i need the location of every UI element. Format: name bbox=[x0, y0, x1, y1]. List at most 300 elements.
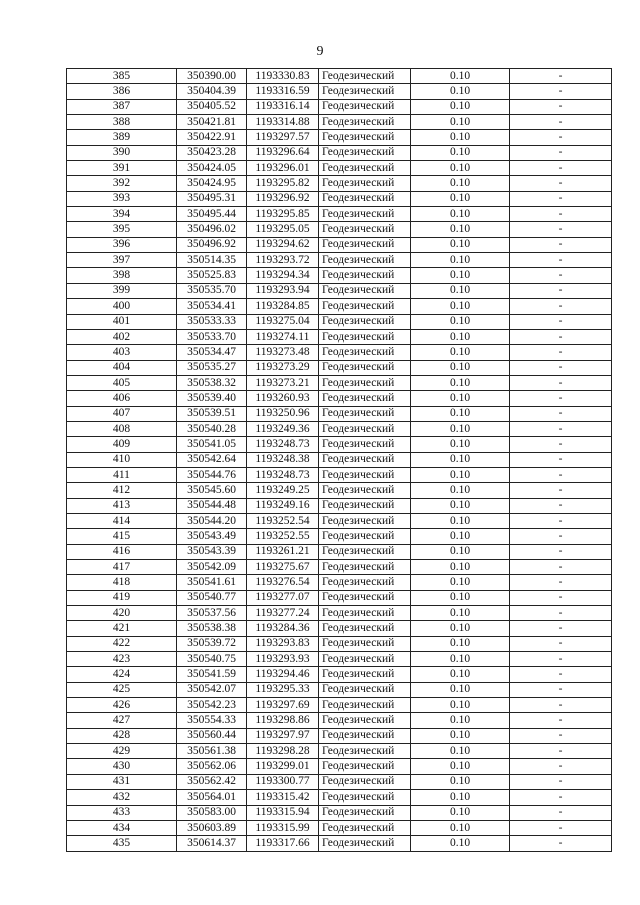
point-number-cell: 386 bbox=[67, 84, 177, 99]
table-row bbox=[67, 790, 612, 805]
note-cell: - bbox=[510, 483, 612, 498]
x-coordinate-cell: 350421.81 bbox=[177, 115, 247, 130]
note-cell: - bbox=[510, 513, 612, 528]
x-coordinate-cell: 350390.00 bbox=[177, 69, 247, 84]
point-number-cell: 430 bbox=[67, 759, 177, 774]
y-coordinate-cell: 1193295.05 bbox=[247, 222, 319, 237]
method-cell: Геодезический bbox=[319, 621, 411, 636]
point-number-cell: 398 bbox=[67, 268, 177, 283]
accuracy-cell: 0.10 bbox=[411, 145, 510, 160]
table-row bbox=[67, 130, 612, 145]
accuracy-cell: 0.10 bbox=[411, 452, 510, 467]
accuracy-cell: 0.10 bbox=[411, 176, 510, 191]
method-cell: Геодезический bbox=[319, 560, 411, 575]
x-coordinate-cell: 350539.72 bbox=[177, 636, 247, 651]
page-number: 9 bbox=[316, 44, 324, 59]
method-cell: Геодезический bbox=[319, 391, 411, 406]
method-cell: Геодезический bbox=[319, 161, 411, 176]
method-cell: Геодезический bbox=[319, 222, 411, 237]
y-coordinate-cell: 1193273.48 bbox=[247, 345, 319, 360]
x-coordinate-cell: 350514.35 bbox=[177, 253, 247, 268]
table-row bbox=[67, 437, 612, 452]
y-coordinate-cell: 1193248.38 bbox=[247, 452, 319, 467]
accuracy-cell: 0.10 bbox=[411, 191, 510, 206]
x-coordinate-cell: 350495.31 bbox=[177, 191, 247, 206]
note-cell: - bbox=[510, 606, 612, 621]
note-cell: - bbox=[510, 820, 612, 835]
method-cell: Геодезический bbox=[319, 406, 411, 421]
x-coordinate-cell: 350525.83 bbox=[177, 268, 247, 283]
table-row bbox=[67, 667, 612, 682]
accuracy-cell: 0.10 bbox=[411, 774, 510, 789]
table-row bbox=[67, 513, 612, 528]
method-cell: Геодезический bbox=[319, 69, 411, 84]
table-row bbox=[67, 314, 612, 329]
point-number-cell: 394 bbox=[67, 207, 177, 222]
y-coordinate-cell: 1193330.83 bbox=[247, 69, 319, 84]
y-coordinate-cell: 1193316.59 bbox=[247, 84, 319, 99]
point-number-cell: 407 bbox=[67, 406, 177, 421]
accuracy-cell: 0.10 bbox=[411, 759, 510, 774]
accuracy-cell: 0.10 bbox=[411, 575, 510, 590]
accuracy-cell: 0.10 bbox=[411, 467, 510, 482]
note-cell: - bbox=[510, 283, 612, 298]
point-number-cell: 424 bbox=[67, 667, 177, 682]
method-cell: Геодезический bbox=[319, 421, 411, 436]
note-cell: - bbox=[510, 268, 612, 283]
accuracy-cell: 0.10 bbox=[411, 667, 510, 682]
point-number-cell: 427 bbox=[67, 713, 177, 728]
table-row bbox=[67, 713, 612, 728]
method-cell: Геодезический bbox=[319, 713, 411, 728]
x-coordinate-cell: 350424.95 bbox=[177, 176, 247, 191]
note-cell: - bbox=[510, 529, 612, 544]
y-coordinate-cell: 1193314.88 bbox=[247, 115, 319, 130]
y-coordinate-cell: 1193317.66 bbox=[247, 836, 319, 851]
accuracy-cell: 0.10 bbox=[411, 375, 510, 390]
point-number-cell: 393 bbox=[67, 191, 177, 206]
table-row bbox=[67, 682, 612, 697]
method-cell: Геодезический bbox=[319, 728, 411, 743]
method-cell: Геодезический bbox=[319, 329, 411, 344]
accuracy-cell: 0.10 bbox=[411, 513, 510, 528]
point-number-cell: 426 bbox=[67, 698, 177, 713]
note-cell: - bbox=[510, 590, 612, 605]
accuracy-cell: 0.10 bbox=[411, 130, 510, 145]
accuracy-cell: 0.10 bbox=[411, 713, 510, 728]
point-number-cell: 416 bbox=[67, 544, 177, 559]
table-row bbox=[67, 728, 612, 743]
method-cell: Геодезический bbox=[319, 774, 411, 789]
y-coordinate-cell: 1193249.36 bbox=[247, 421, 319, 436]
method-cell: Геодезический bbox=[319, 345, 411, 360]
note-cell: - bbox=[510, 421, 612, 436]
note-cell: - bbox=[510, 299, 612, 314]
point-number-cell: 397 bbox=[67, 253, 177, 268]
accuracy-cell: 0.10 bbox=[411, 498, 510, 513]
x-coordinate-cell: 350554.33 bbox=[177, 713, 247, 728]
table-row bbox=[67, 99, 612, 114]
accuracy-cell: 0.10 bbox=[411, 360, 510, 375]
point-number-cell: 392 bbox=[67, 176, 177, 191]
x-coordinate-cell: 350404.39 bbox=[177, 84, 247, 99]
y-coordinate-cell: 1193275.04 bbox=[247, 314, 319, 329]
note-cell: - bbox=[510, 176, 612, 191]
method-cell: Геодезический bbox=[319, 652, 411, 667]
method-cell: Геодезический bbox=[319, 590, 411, 605]
table-row bbox=[67, 652, 612, 667]
table-row bbox=[67, 774, 612, 789]
point-number-cell: 403 bbox=[67, 345, 177, 360]
accuracy-cell: 0.10 bbox=[411, 790, 510, 805]
point-number-cell: 395 bbox=[67, 222, 177, 237]
accuracy-cell: 0.10 bbox=[411, 437, 510, 452]
y-coordinate-cell: 1193297.57 bbox=[247, 130, 319, 145]
x-coordinate-cell: 350542.64 bbox=[177, 452, 247, 467]
y-coordinate-cell: 1193299.01 bbox=[247, 759, 319, 774]
method-cell: Геодезический bbox=[319, 483, 411, 498]
accuracy-cell: 0.10 bbox=[411, 391, 510, 406]
accuracy-cell: 0.10 bbox=[411, 329, 510, 344]
method-cell: Геодезический bbox=[319, 513, 411, 528]
x-coordinate-cell: 350496.92 bbox=[177, 237, 247, 252]
accuracy-cell: 0.10 bbox=[411, 421, 510, 436]
table-row bbox=[67, 299, 612, 314]
accuracy-cell: 0.10 bbox=[411, 406, 510, 421]
note-cell: - bbox=[510, 130, 612, 145]
table-row bbox=[67, 820, 612, 835]
accuracy-cell: 0.10 bbox=[411, 345, 510, 360]
note-cell: - bbox=[510, 437, 612, 452]
y-coordinate-cell: 1193293.93 bbox=[247, 652, 319, 667]
point-number-cell: 391 bbox=[67, 161, 177, 176]
accuracy-cell: 0.10 bbox=[411, 652, 510, 667]
method-cell: Геодезический bbox=[319, 636, 411, 651]
method-cell: Геодезический bbox=[319, 84, 411, 99]
method-cell: Геодезический bbox=[319, 744, 411, 759]
point-number-cell: 419 bbox=[67, 590, 177, 605]
y-coordinate-cell: 1193252.55 bbox=[247, 529, 319, 544]
note-cell: - bbox=[510, 652, 612, 667]
x-coordinate-cell: 350541.59 bbox=[177, 667, 247, 682]
table-row bbox=[67, 191, 612, 206]
method-cell: Геодезический bbox=[319, 667, 411, 682]
point-number-cell: 432 bbox=[67, 790, 177, 805]
point-number-cell: 435 bbox=[67, 836, 177, 851]
note-cell: - bbox=[510, 191, 612, 206]
table-row bbox=[67, 529, 612, 544]
y-coordinate-cell: 1193293.94 bbox=[247, 283, 319, 298]
y-coordinate-cell: 1193249.16 bbox=[247, 498, 319, 513]
point-number-cell: 385 bbox=[67, 69, 177, 84]
point-number-cell: 434 bbox=[67, 820, 177, 835]
method-cell: Геодезический bbox=[319, 115, 411, 130]
x-coordinate-cell: 350534.47 bbox=[177, 345, 247, 360]
table-row bbox=[67, 467, 612, 482]
y-coordinate-cell: 1193315.42 bbox=[247, 790, 319, 805]
point-number-cell: 422 bbox=[67, 636, 177, 651]
note-cell: - bbox=[510, 805, 612, 820]
table-row bbox=[67, 406, 612, 421]
point-number-cell: 401 bbox=[67, 314, 177, 329]
y-coordinate-cell: 1193315.99 bbox=[247, 820, 319, 835]
table-row bbox=[67, 575, 612, 590]
y-coordinate-cell: 1193284.36 bbox=[247, 621, 319, 636]
x-coordinate-cell: 350545.60 bbox=[177, 483, 247, 498]
accuracy-cell: 0.10 bbox=[411, 253, 510, 268]
method-cell: Геодезический bbox=[319, 99, 411, 114]
x-coordinate-cell: 350561.38 bbox=[177, 744, 247, 759]
method-cell: Геодезический bbox=[319, 759, 411, 774]
point-number-cell: 414 bbox=[67, 513, 177, 528]
x-coordinate-cell: 350542.09 bbox=[177, 560, 247, 575]
table-row bbox=[67, 621, 612, 636]
note-cell: - bbox=[510, 560, 612, 575]
point-number-cell: 433 bbox=[67, 805, 177, 820]
x-coordinate-cell: 350540.77 bbox=[177, 590, 247, 605]
accuracy-cell: 0.10 bbox=[411, 283, 510, 298]
method-cell: Геодезический bbox=[319, 360, 411, 375]
accuracy-cell: 0.10 bbox=[411, 529, 510, 544]
table-row bbox=[67, 222, 612, 237]
x-coordinate-cell: 350542.23 bbox=[177, 698, 247, 713]
table-row bbox=[67, 176, 612, 191]
y-coordinate-cell: 1193296.01 bbox=[247, 161, 319, 176]
note-cell: - bbox=[510, 667, 612, 682]
accuracy-cell: 0.10 bbox=[411, 698, 510, 713]
table-row bbox=[67, 145, 612, 160]
y-coordinate-cell: 1193277.24 bbox=[247, 606, 319, 621]
y-coordinate-cell: 1193296.92 bbox=[247, 191, 319, 206]
accuracy-cell: 0.10 bbox=[411, 268, 510, 283]
method-cell: Геодезический bbox=[319, 790, 411, 805]
y-coordinate-cell: 1193294.34 bbox=[247, 268, 319, 283]
x-coordinate-cell: 350538.32 bbox=[177, 375, 247, 390]
table-row bbox=[67, 207, 612, 222]
point-number-cell: 428 bbox=[67, 728, 177, 743]
x-coordinate-cell: 350539.51 bbox=[177, 406, 247, 421]
accuracy-cell: 0.10 bbox=[411, 237, 510, 252]
y-coordinate-cell: 1193297.69 bbox=[247, 698, 319, 713]
note-cell: - bbox=[510, 467, 612, 482]
method-cell: Геодезический bbox=[319, 375, 411, 390]
note-cell: - bbox=[510, 621, 612, 636]
x-coordinate-cell: 350562.06 bbox=[177, 759, 247, 774]
point-number-cell: 429 bbox=[67, 744, 177, 759]
note-cell: - bbox=[510, 391, 612, 406]
table-row bbox=[67, 69, 612, 84]
method-cell: Геодезический bbox=[319, 283, 411, 298]
method-cell: Геодезический bbox=[319, 452, 411, 467]
x-coordinate-cell: 350422.91 bbox=[177, 130, 247, 145]
point-number-cell: 418 bbox=[67, 575, 177, 590]
y-coordinate-cell: 1193294.62 bbox=[247, 237, 319, 252]
point-number-cell: 390 bbox=[67, 145, 177, 160]
accuracy-cell: 0.10 bbox=[411, 69, 510, 84]
note-cell: - bbox=[510, 713, 612, 728]
x-coordinate-cell: 350538.38 bbox=[177, 621, 247, 636]
method-cell: Геодезический bbox=[319, 498, 411, 513]
note-cell: - bbox=[510, 360, 612, 375]
note-cell: - bbox=[510, 99, 612, 114]
note-cell: - bbox=[510, 237, 612, 252]
point-number-cell: 420 bbox=[67, 606, 177, 621]
table-row bbox=[67, 237, 612, 252]
table-row bbox=[67, 253, 612, 268]
point-number-cell: 431 bbox=[67, 774, 177, 789]
x-coordinate-cell: 350539.40 bbox=[177, 391, 247, 406]
y-coordinate-cell: 1193276.54 bbox=[247, 575, 319, 590]
x-coordinate-cell: 350614.37 bbox=[177, 836, 247, 851]
y-coordinate-cell: 1193297.97 bbox=[247, 728, 319, 743]
note-cell: - bbox=[510, 759, 612, 774]
note-cell: - bbox=[510, 84, 612, 99]
x-coordinate-cell: 350564.01 bbox=[177, 790, 247, 805]
x-coordinate-cell: 350543.49 bbox=[177, 529, 247, 544]
accuracy-cell: 0.10 bbox=[411, 560, 510, 575]
method-cell: Геодезический bbox=[319, 145, 411, 160]
accuracy-cell: 0.10 bbox=[411, 483, 510, 498]
note-cell: - bbox=[510, 790, 612, 805]
x-coordinate-cell: 350424.05 bbox=[177, 161, 247, 176]
point-number-cell: 388 bbox=[67, 115, 177, 130]
x-coordinate-cell: 350542.07 bbox=[177, 682, 247, 697]
y-coordinate-cell: 1193284.85 bbox=[247, 299, 319, 314]
point-number-cell: 389 bbox=[67, 130, 177, 145]
x-coordinate-cell: 350495.44 bbox=[177, 207, 247, 222]
table-row bbox=[67, 329, 612, 344]
method-cell: Геодезический bbox=[319, 467, 411, 482]
note-cell: - bbox=[510, 207, 612, 222]
point-number-cell: 413 bbox=[67, 498, 177, 513]
table-row bbox=[67, 345, 612, 360]
y-coordinate-cell: 1193261.21 bbox=[247, 544, 319, 559]
note-cell: - bbox=[510, 544, 612, 559]
x-coordinate-cell: 350544.48 bbox=[177, 498, 247, 513]
method-cell: Геодезический bbox=[319, 805, 411, 820]
note-cell: - bbox=[510, 498, 612, 513]
accuracy-cell: 0.10 bbox=[411, 682, 510, 697]
y-coordinate-cell: 1193298.86 bbox=[247, 713, 319, 728]
point-number-cell: 411 bbox=[67, 467, 177, 482]
method-cell: Геодезический bbox=[319, 437, 411, 452]
x-coordinate-cell: 350405.52 bbox=[177, 99, 247, 114]
point-number-cell: 399 bbox=[67, 283, 177, 298]
accuracy-cell: 0.10 bbox=[411, 115, 510, 130]
note-cell: - bbox=[510, 253, 612, 268]
y-coordinate-cell: 1193294.46 bbox=[247, 667, 319, 682]
coordinates-table-body bbox=[67, 69, 612, 852]
accuracy-cell: 0.10 bbox=[411, 728, 510, 743]
method-cell: Геодезический bbox=[319, 314, 411, 329]
method-cell: Геодезический bbox=[319, 191, 411, 206]
accuracy-cell: 0.10 bbox=[411, 314, 510, 329]
x-coordinate-cell: 350496.02 bbox=[177, 222, 247, 237]
point-number-cell: 421 bbox=[67, 621, 177, 636]
method-cell: Геодезический bbox=[319, 682, 411, 697]
y-coordinate-cell: 1193298.28 bbox=[247, 744, 319, 759]
note-cell: - bbox=[510, 836, 612, 851]
x-coordinate-cell: 350603.89 bbox=[177, 820, 247, 835]
accuracy-cell: 0.10 bbox=[411, 636, 510, 651]
x-coordinate-cell: 350540.75 bbox=[177, 652, 247, 667]
table-row bbox=[67, 452, 612, 467]
method-cell: Геодезический bbox=[319, 237, 411, 252]
method-cell: Геодезический bbox=[319, 207, 411, 222]
method-cell: Геодезический bbox=[319, 299, 411, 314]
y-coordinate-cell: 1193273.29 bbox=[247, 360, 319, 375]
x-coordinate-cell: 350533.70 bbox=[177, 329, 247, 344]
point-number-cell: 387 bbox=[67, 99, 177, 114]
table-row bbox=[67, 161, 612, 176]
table-row bbox=[67, 268, 612, 283]
note-cell: - bbox=[510, 161, 612, 176]
note-cell: - bbox=[510, 314, 612, 329]
note-cell: - bbox=[510, 345, 612, 360]
y-coordinate-cell: 1193295.33 bbox=[247, 682, 319, 697]
x-coordinate-cell: 350535.70 bbox=[177, 283, 247, 298]
table-row bbox=[67, 836, 612, 851]
point-number-cell: 412 bbox=[67, 483, 177, 498]
table-row bbox=[67, 360, 612, 375]
x-coordinate-cell: 350534.41 bbox=[177, 299, 247, 314]
x-coordinate-cell: 350544.76 bbox=[177, 467, 247, 482]
x-coordinate-cell: 350423.28 bbox=[177, 145, 247, 160]
accuracy-cell: 0.10 bbox=[411, 805, 510, 820]
note-cell: - bbox=[510, 452, 612, 467]
x-coordinate-cell: 350541.05 bbox=[177, 437, 247, 452]
table-row bbox=[67, 115, 612, 130]
x-coordinate-cell: 350562.42 bbox=[177, 774, 247, 789]
y-coordinate-cell: 1193273.21 bbox=[247, 375, 319, 390]
table-row bbox=[67, 498, 612, 513]
note-cell: - bbox=[510, 329, 612, 344]
note-cell: - bbox=[510, 145, 612, 160]
table-row bbox=[67, 698, 612, 713]
note-cell: - bbox=[510, 728, 612, 743]
table-row bbox=[67, 375, 612, 390]
point-number-cell: 402 bbox=[67, 329, 177, 344]
coordinates-table bbox=[66, 68, 612, 852]
note-cell: - bbox=[510, 698, 612, 713]
y-coordinate-cell: 1193316.14 bbox=[247, 99, 319, 114]
accuracy-cell: 0.10 bbox=[411, 820, 510, 835]
x-coordinate-cell: 350540.28 bbox=[177, 421, 247, 436]
point-number-cell: 425 bbox=[67, 682, 177, 697]
accuracy-cell: 0.10 bbox=[411, 621, 510, 636]
accuracy-cell: 0.10 bbox=[411, 606, 510, 621]
table-row bbox=[67, 560, 612, 575]
accuracy-cell: 0.10 bbox=[411, 84, 510, 99]
x-coordinate-cell: 350537.56 bbox=[177, 606, 247, 621]
x-coordinate-cell: 350560.44 bbox=[177, 728, 247, 743]
accuracy-cell: 0.10 bbox=[411, 744, 510, 759]
point-number-cell: 415 bbox=[67, 529, 177, 544]
note-cell: - bbox=[510, 682, 612, 697]
x-coordinate-cell: 350583.00 bbox=[177, 805, 247, 820]
accuracy-cell: 0.10 bbox=[411, 299, 510, 314]
table-row bbox=[67, 805, 612, 820]
y-coordinate-cell: 1193300.77 bbox=[247, 774, 319, 789]
y-coordinate-cell: 1193296.64 bbox=[247, 145, 319, 160]
method-cell: Геодезический bbox=[319, 836, 411, 851]
point-number-cell: 410 bbox=[67, 452, 177, 467]
table-row bbox=[67, 544, 612, 559]
note-cell: - bbox=[510, 744, 612, 759]
table-row bbox=[67, 606, 612, 621]
table-row bbox=[67, 744, 612, 759]
note-cell: - bbox=[510, 222, 612, 237]
